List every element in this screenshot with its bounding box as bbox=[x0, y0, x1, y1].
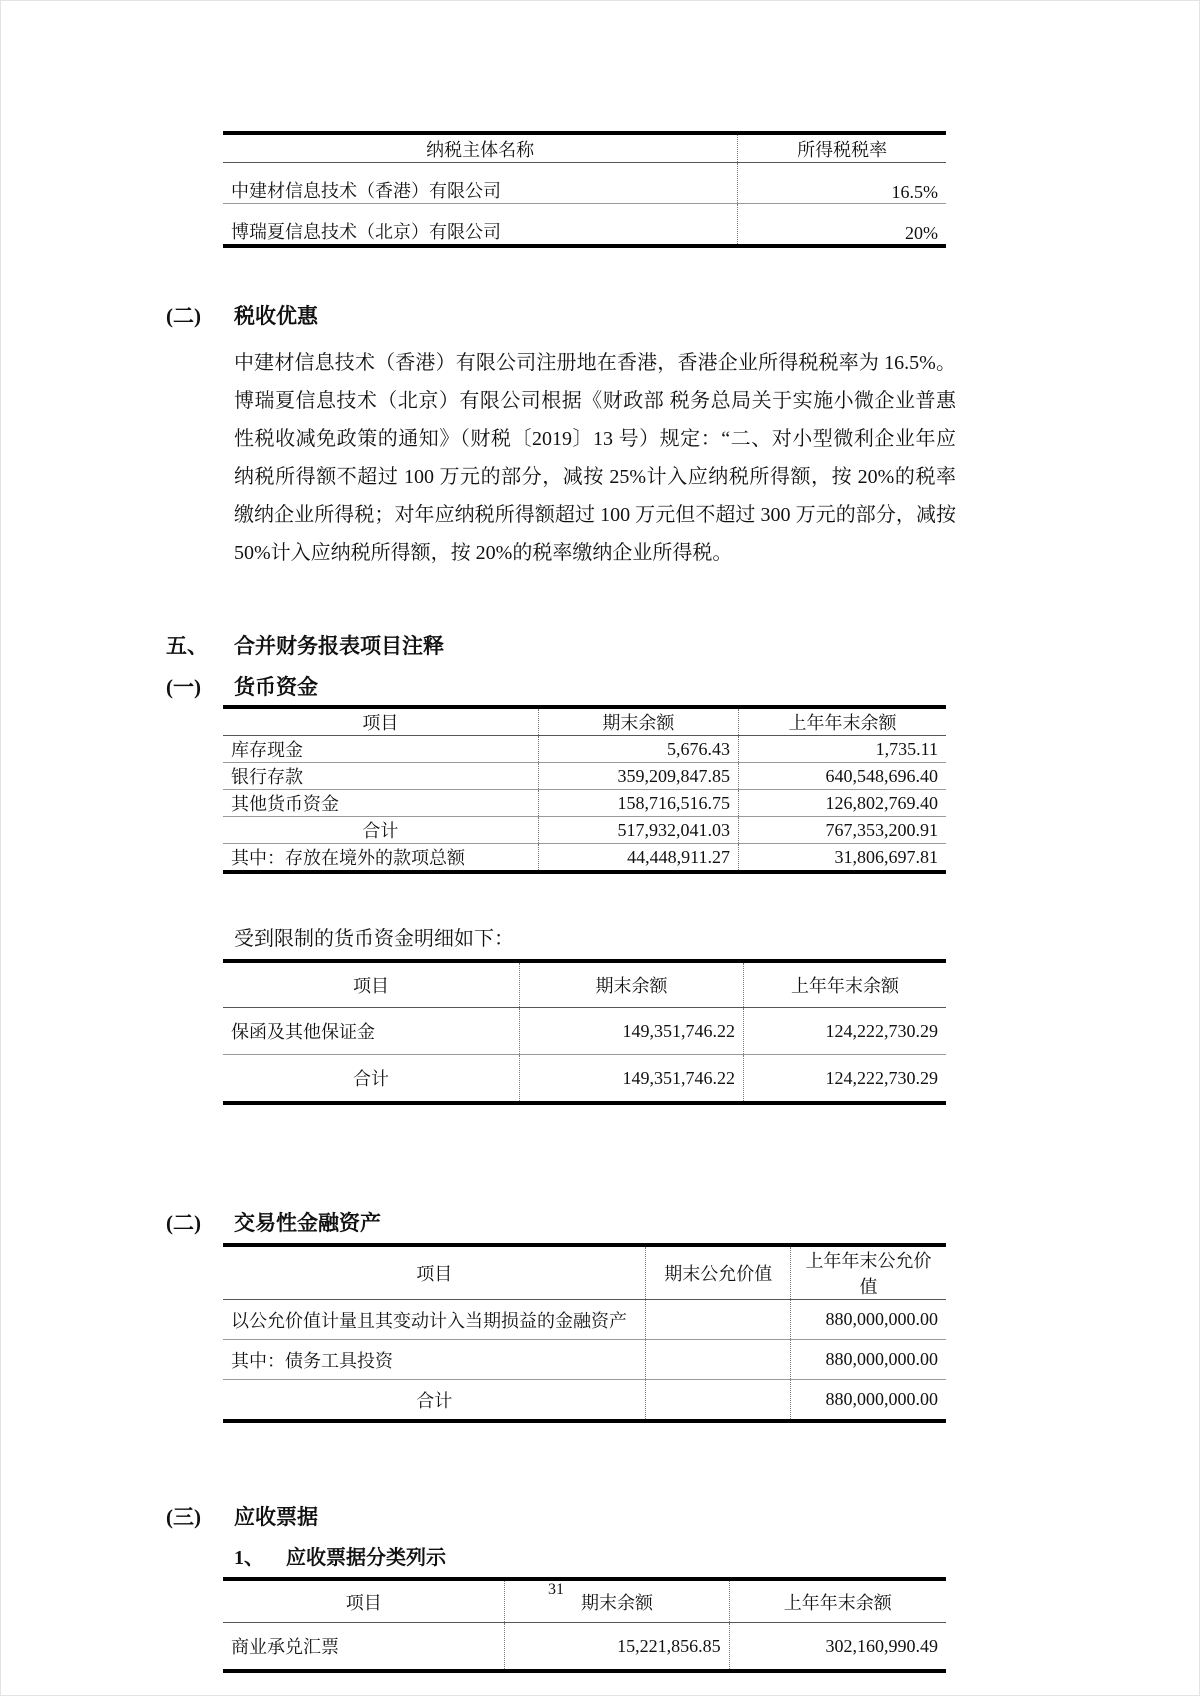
page-number: 31 bbox=[548, 1581, 564, 1598]
column-header: 项目 bbox=[223, 961, 519, 1008]
section-number: (一) bbox=[166, 675, 201, 699]
table-cell: 其中：存放在境外的款项总额 bbox=[231, 848, 465, 868]
column-header: 上年年末公允价值 bbox=[791, 1245, 946, 1300]
table-row bbox=[223, 1340, 946, 1380]
table-cell: 880,000,000.00 bbox=[791, 1300, 946, 1340]
table-cell: 银行存款 bbox=[223, 763, 538, 790]
column-header: 期末余额 bbox=[505, 1579, 729, 1623]
subsection-number: 1、 bbox=[234, 1547, 264, 1569]
section-heading-trading-assets bbox=[166, 1209, 1199, 1237]
table-cell: 158,716,516.75 bbox=[538, 790, 738, 817]
section-number: (二) bbox=[166, 1211, 201, 1235]
table-header-row bbox=[223, 961, 946, 1008]
section-title: 税收优惠 bbox=[234, 304, 318, 328]
column-header: 项目 bbox=[223, 1245, 646, 1300]
section-title: 交易性金融资产 bbox=[234, 1211, 381, 1235]
section-heading-notes-main bbox=[166, 632, 1199, 660]
table-cell: 中建材信息技术（香港）有限公司 bbox=[223, 163, 738, 204]
table-cell bbox=[646, 1300, 791, 1340]
column-header: 上年年末余额 bbox=[738, 707, 946, 736]
tax-rate-table bbox=[223, 131, 946, 248]
table-cell: 124,222,730.29 bbox=[744, 1008, 946, 1055]
table-cell: 商业承兑汇票 bbox=[231, 1637, 339, 1657]
table-row bbox=[223, 736, 946, 763]
column-header: 期末余额 bbox=[538, 707, 738, 736]
table-cell: 767,353,200.91 bbox=[738, 817, 946, 844]
section-heading-monetary-funds bbox=[166, 673, 1199, 701]
table-cell: 124,222,730.29 bbox=[744, 1055, 946, 1104]
table-cell: 合计 bbox=[416, 1390, 453, 1411]
table-row bbox=[223, 204, 946, 247]
subsection-title: 应收票据分类列示 bbox=[286, 1547, 446, 1569]
table-header-row bbox=[223, 1245, 946, 1300]
section-number: 五、 bbox=[166, 634, 208, 658]
section-heading-notes-receivable bbox=[166, 1503, 1199, 1531]
table-row bbox=[223, 817, 946, 844]
table-cell: 880,000,000.00 bbox=[791, 1380, 946, 1422]
table-cell: 以公允价值计量且其变动计入当期损益的金融资产 bbox=[223, 1300, 646, 1340]
table-row bbox=[223, 1300, 946, 1340]
table-cell: 博瑞夏信息技术（北京）有限公司 bbox=[231, 222, 501, 242]
subsection-heading-classification bbox=[234, 1545, 1199, 1571]
table-row bbox=[223, 1055, 946, 1104]
table-row bbox=[223, 790, 946, 817]
column-header: 期末余额 bbox=[519, 961, 743, 1008]
section-number: (三) bbox=[166, 1505, 201, 1529]
tax-incentive-paragraph: 中建材信息技术（香港）有限公司注册地在香港，香港企业所得税税率为 16.5%。博瑞夏信息技术（北京）有限公司根据《财政部 税务总局关于实施小微企业普惠性税收减免政策的通知》（财税〔2019〕13 号）规定：“二、对小型微利企业年应纳税所得额不超过 100 万元的部分，减按 25%计入应纳税所得额，按 20%的税率缴纳企业所得税；对年应纳税所得额超过 100 万元但不超过 300 万元的部分，减按 50%计入应纳税所得额，按 20%的税率缴纳企业所得税。 bbox=[234, 352, 956, 564]
table-cell: 1,735.11 bbox=[738, 736, 946, 763]
table-row bbox=[223, 1008, 946, 1055]
column-header: 所得税税率 bbox=[738, 133, 946, 163]
table-cell: 库存现金 bbox=[223, 736, 538, 763]
table-cell: 517,932,041.03 bbox=[538, 817, 738, 844]
section-title: 合并财务报表项目注释 bbox=[234, 634, 444, 658]
table-cell: 359,209,847.85 bbox=[538, 763, 738, 790]
table-cell: 合计 bbox=[223, 817, 538, 844]
table-cell: 合计 bbox=[352, 1069, 389, 1089]
trading-assets-table bbox=[223, 1243, 946, 1423]
table-cell: 保函及其他保证金 bbox=[223, 1008, 519, 1055]
section-heading-tax-incentive bbox=[166, 302, 1199, 330]
table-row bbox=[223, 1380, 946, 1422]
column-header: 上年年末余额 bbox=[729, 1579, 946, 1623]
table-cell bbox=[646, 1340, 791, 1380]
table-cell: 31,806,697.81 bbox=[738, 844, 946, 873]
table-cell: 其他货币资金 bbox=[223, 790, 538, 817]
table-cell: 44,448,911.27 bbox=[538, 844, 738, 873]
table-cell: 640,548,696.40 bbox=[738, 763, 946, 790]
table-cell: 其中：债务工具投资 bbox=[223, 1340, 646, 1380]
table-row bbox=[223, 844, 946, 873]
table-cell bbox=[646, 1380, 791, 1422]
section-title: 应收票据 bbox=[234, 1505, 318, 1529]
restricted-funds-table bbox=[223, 959, 946, 1105]
table-cell: 20% bbox=[738, 204, 946, 247]
section-number: (二) bbox=[166, 304, 201, 328]
table-row bbox=[223, 763, 946, 790]
table-row bbox=[223, 163, 946, 204]
table-header-row bbox=[223, 707, 946, 736]
restricted-funds-note: 受到限制的货币资金明细如下： bbox=[234, 928, 514, 950]
column-header: 项目 bbox=[223, 707, 538, 736]
table-cell: 149,351,746.22 bbox=[519, 1008, 743, 1055]
monetary-funds-table bbox=[223, 705, 946, 874]
column-header: 期末公允价值 bbox=[646, 1245, 791, 1300]
table-row bbox=[223, 1623, 946, 1672]
table-cell: 5,676.43 bbox=[538, 736, 738, 763]
table-cell: 880,000,000.00 bbox=[791, 1340, 946, 1380]
table-cell: 302,160,990.49 bbox=[729, 1623, 946, 1672]
table-cell: 15,221,856.85 bbox=[505, 1623, 729, 1672]
table-cell: 126,802,769.40 bbox=[738, 790, 946, 817]
column-header: 项目 bbox=[223, 1579, 505, 1623]
table-header-row bbox=[223, 133, 946, 163]
table-cell: 16.5% bbox=[738, 163, 946, 204]
column-header: 上年年末余额 bbox=[744, 961, 946, 1008]
section-title: 货币资金 bbox=[234, 675, 318, 699]
table-cell: 149,351,746.22 bbox=[519, 1055, 743, 1104]
column-header: 纳税主体名称 bbox=[223, 133, 738, 163]
